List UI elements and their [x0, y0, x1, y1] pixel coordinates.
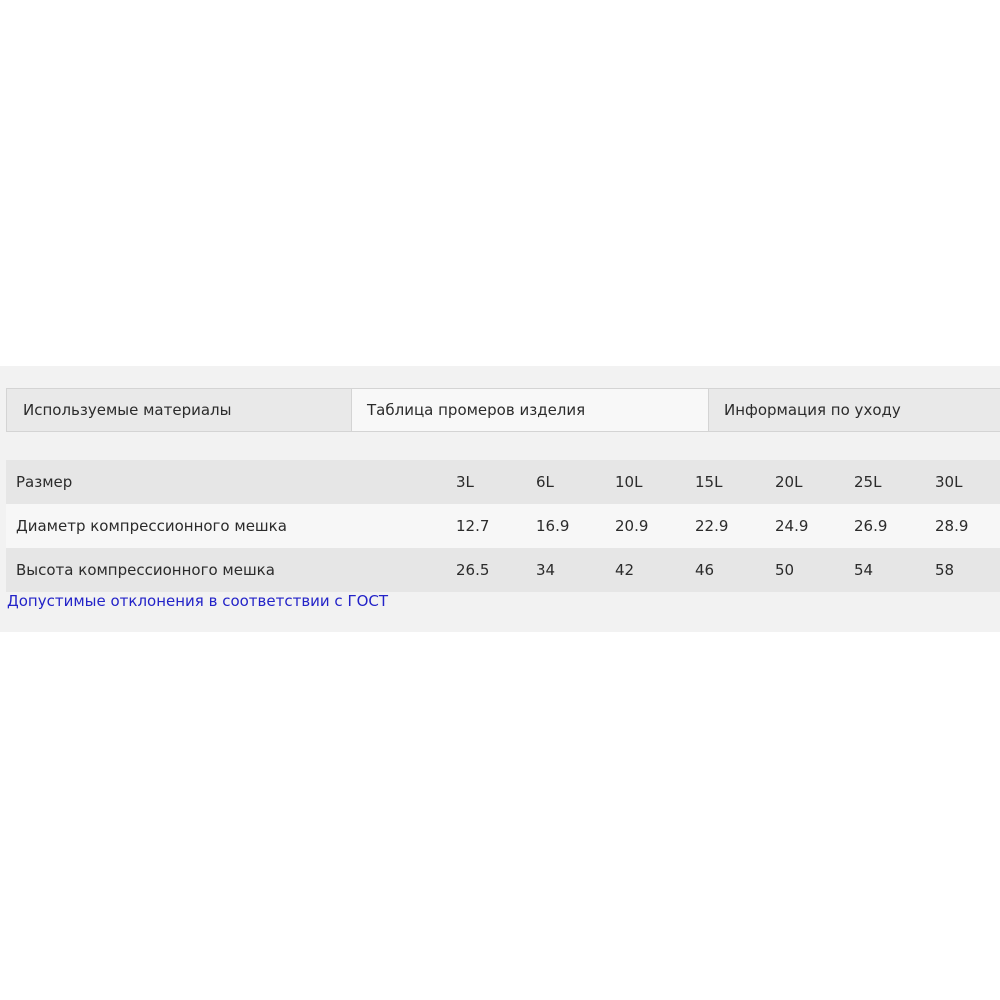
table-cell: 6L: [536, 473, 554, 491]
size-table: [6, 460, 1000, 592]
table-cell: 54: [854, 561, 874, 579]
table-cell: 3L: [456, 473, 474, 491]
table-cell: 25L: [854, 473, 882, 491]
tab-care-info[interactable]: Информация по уходу: [709, 389, 1000, 431]
table-cell: 30L: [935, 473, 963, 491]
product-info-panel: [0, 366, 1000, 632]
row-label: Высота компрессионного мешка: [16, 561, 275, 579]
table-cell: 12.7: [456, 517, 490, 535]
table-cell: 28.9: [935, 517, 969, 535]
row-label: Диаметр компрессионного мешка: [16, 517, 287, 535]
table-cell: 26.5: [456, 561, 490, 579]
table-cell: 42: [615, 561, 635, 579]
table-cell: 15L: [695, 473, 723, 491]
table-cell: 58: [935, 561, 955, 579]
table-cell: 34: [536, 561, 556, 579]
table-cell: 24.9: [775, 517, 809, 535]
table-cell: 16.9: [536, 517, 570, 535]
table-cell: 26.9: [854, 517, 888, 535]
tab-materials[interactable]: Используемые материалы: [7, 389, 351, 431]
table-cell: 10L: [615, 473, 643, 491]
row-label: Размер: [16, 473, 73, 491]
table-cell: 20L: [775, 473, 803, 491]
table-cell: 22.9: [695, 517, 729, 535]
info-tabs: [6, 388, 1000, 432]
table-row-height: [6, 548, 1000, 592]
tab-size-chart[interactable]: Таблица промеров изделия: [351, 389, 709, 431]
table-cell: 20.9: [615, 517, 649, 535]
table-cell: 50: [775, 561, 795, 579]
table-cell: 46: [695, 561, 715, 579]
table-row-diameter: [6, 504, 1000, 548]
tolerance-note-link[interactable]: Допустимые отклонения в соответствии с ГОСТ: [7, 592, 389, 610]
table-row-size: [6, 460, 1000, 504]
